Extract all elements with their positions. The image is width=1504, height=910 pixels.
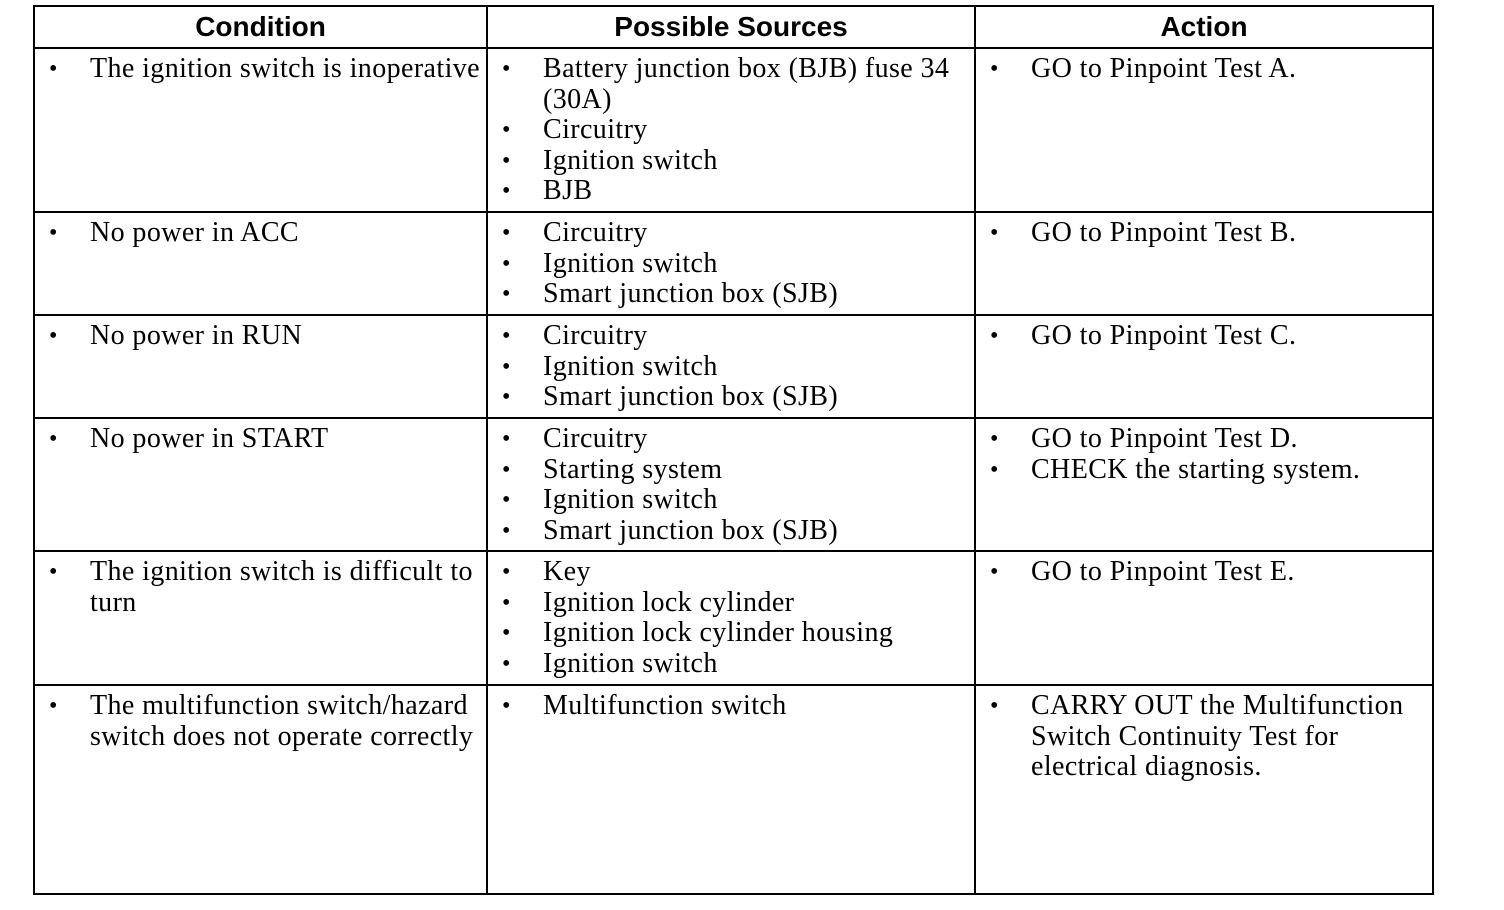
bullet-list (488, 424, 974, 546)
bullet-item: • Circuitry (488, 115, 974, 146)
bullet-list (35, 218, 486, 249)
bullet-item: • Ignition switch (488, 485, 974, 516)
action-cell (976, 213, 1432, 316)
condition-cell (35, 49, 488, 213)
bullet-list (976, 557, 1432, 588)
condition-cell (35, 316, 488, 419)
bullet-item: • The ignition switch is difficult to turn (35, 557, 486, 618)
action-cell (976, 552, 1432, 686)
bullet-list (976, 321, 1432, 352)
bullet-item: • The multifunction switch/hazard switch does not operate correctly (35, 691, 486, 752)
bullet-item: • Multifunction switch (488, 691, 974, 722)
bullet-item: • Circuitry (488, 218, 974, 249)
bullet-list (35, 557, 486, 618)
bullet-list (976, 691, 1432, 783)
bullet-item: • Circuitry (488, 424, 974, 455)
bullet-list (488, 557, 974, 679)
sources-cell (488, 49, 976, 213)
bullet-list (35, 321, 486, 352)
bullet-list (976, 218, 1432, 249)
sources-cell (488, 419, 976, 552)
bullet-list (488, 218, 974, 310)
action-cell (976, 49, 1432, 213)
bullet-list (488, 54, 974, 207)
bullet-item: • No power in RUN (35, 321, 486, 352)
sources-cell (488, 213, 976, 316)
condition-cell (35, 419, 488, 552)
sources-cell (488, 316, 976, 419)
bullet-item: • CHECK the starting system. (976, 455, 1432, 486)
bullet-item: • No power in START (35, 424, 486, 455)
bullet-item: • Ignition lock cylinder (488, 588, 974, 619)
bullet-list (488, 691, 974, 722)
condition-cell (35, 213, 488, 316)
bullet-list (35, 691, 486, 752)
bullet-item: • No power in ACC (35, 218, 486, 249)
bullet-item: • Smart junction box (SJB) (488, 516, 974, 547)
sources-cell (488, 686, 976, 893)
bullet-item: • Starting system (488, 455, 974, 486)
bullet-item: • GO to Pinpoint Test E. (976, 557, 1432, 588)
bullet-item: • GO to Pinpoint Test C. (976, 321, 1432, 352)
bullet-item: • GO to Pinpoint Test A. (976, 54, 1432, 85)
action-cell (976, 419, 1432, 552)
header-possible-sources: Possible Sources (488, 7, 976, 49)
bullet-item: • Circuitry (488, 321, 974, 352)
bullet-list (976, 424, 1432, 485)
bullet-item: • Ignition lock cylinder housing (488, 618, 974, 649)
bullet-item: • Ignition switch (488, 249, 974, 280)
bullet-item: • Ignition switch (488, 352, 974, 383)
bullet-list (35, 424, 486, 455)
diagnosis-table (33, 5, 1434, 895)
bullet-item: • Smart junction box (SJB) (488, 382, 974, 413)
bullet-item: • Ignition switch (488, 146, 974, 177)
sources-cell (488, 552, 976, 686)
bullet-list (35, 54, 486, 85)
bullet-item: • GO to Pinpoint Test B. (976, 218, 1432, 249)
bullet-item: • Battery junction box (BJB) fuse 34 (30A) (488, 54, 974, 115)
action-cell (976, 686, 1432, 893)
bullet-item: • Key (488, 557, 974, 588)
header-action: Action (976, 7, 1432, 49)
bullet-list (488, 321, 974, 413)
bullet-item: • Smart junction box (SJB) (488, 279, 974, 310)
bullet-item: • The ignition switch is inoperative (35, 54, 486, 85)
header-condition: Condition (35, 7, 488, 49)
action-cell (976, 316, 1432, 419)
bullet-item: • GO to Pinpoint Test D. (976, 424, 1432, 455)
bullet-item: • BJB (488, 176, 974, 207)
bullet-list (976, 54, 1432, 85)
condition-cell (35, 686, 488, 893)
condition-cell (35, 552, 488, 686)
bullet-item: • CARRY OUT the Multifunction Switch Continuity Test for electrical diagnosis. (976, 691, 1432, 783)
bullet-item: • Ignition switch (488, 649, 974, 680)
